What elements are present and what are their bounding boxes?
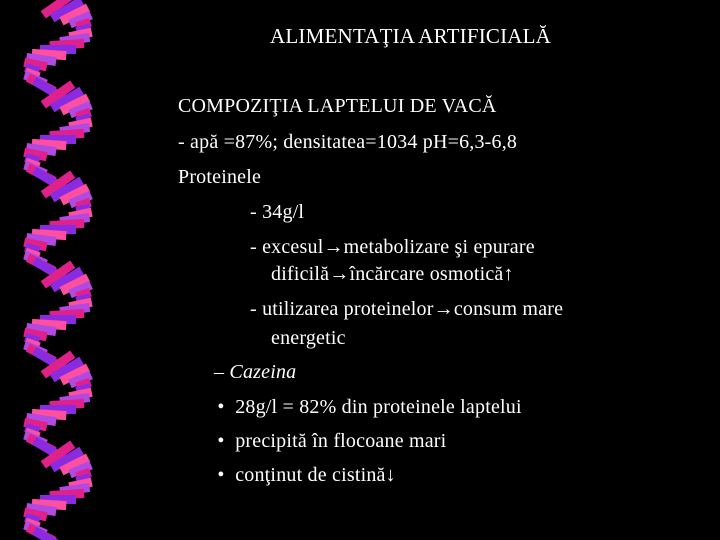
protein-item-continuation: energetic bbox=[271, 327, 346, 349]
casein-item bbox=[212, 430, 446, 453]
protein-item-text: 34g/l bbox=[262, 201, 305, 223]
dash: - bbox=[250, 236, 257, 258]
casein-item-text: 28g/l = 82% din proteinele laptelui bbox=[235, 396, 522, 418]
swirl-border-decoration bbox=[0, 0, 130, 540]
casein-item-text: conţinut de cistină↓ bbox=[235, 464, 396, 486]
protein-item bbox=[250, 201, 304, 224]
dash: - bbox=[250, 298, 257, 320]
proteins-label: Proteinele bbox=[178, 166, 262, 188]
swirl-tile bbox=[32, 527, 66, 540]
casein-item bbox=[212, 464, 396, 487]
bullet-icon: • bbox=[217, 396, 225, 418]
protein-item-text: excesul→metabolizare şi epurare bbox=[262, 236, 535, 258]
protein-item-continuation: dificilă→încărcare osmotică↑ bbox=[271, 263, 514, 285]
protein-item-text: utilizarea proteinelor→consum mare bbox=[262, 298, 564, 320]
casein-label: – Cazeina bbox=[214, 361, 297, 383]
bullet-icon: • bbox=[217, 430, 225, 452]
bullet-icon: • bbox=[217, 464, 225, 486]
protein-item bbox=[250, 236, 535, 259]
composition-line: - apă =87%; densitatea=1034 pH=6,3-6,8 bbox=[178, 131, 518, 153]
casein-item-text: precipită în flocoane mari bbox=[235, 430, 447, 452]
dash: - bbox=[250, 201, 257, 223]
casein-item bbox=[212, 396, 522, 419]
protein-item bbox=[250, 298, 563, 321]
slide-title: ALIMENTAŢIA ARTIFICIALĂ bbox=[270, 24, 552, 48]
composition-heading: COMPOZIŢIA LAPTELUI DE VACĂ bbox=[178, 95, 497, 117]
